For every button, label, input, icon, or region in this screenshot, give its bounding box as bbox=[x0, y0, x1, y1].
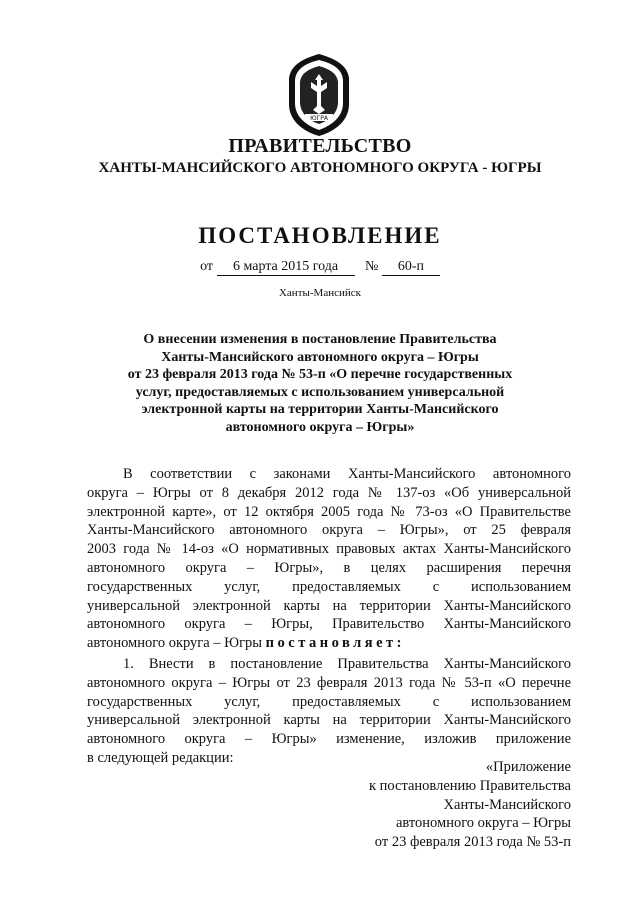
coat-of-arms-icon bbox=[283, 52, 355, 138]
date-prefix: от bbox=[200, 259, 214, 274]
paragraph-line: государственных услуг, предоставляемых с использованием bbox=[87, 693, 571, 710]
document-type: ПОСТАНОВЛЕНИЕ bbox=[198, 223, 442, 248]
number-prefix: № bbox=[365, 259, 379, 274]
title-line: автономного округа – Югры» bbox=[225, 419, 415, 435]
emblem-label: ЮГРА bbox=[310, 115, 328, 122]
clause-paragraph bbox=[87, 655, 571, 768]
title-line: услуг, предоставляемых с использованием универсальной bbox=[135, 384, 505, 400]
government-name: ПРАВИТЕЛЬСТВО bbox=[228, 135, 412, 157]
title-line: О внесении изменения в постановление Правительства bbox=[143, 332, 497, 347]
document-number: 60-п bbox=[382, 259, 440, 276]
paragraph-line: автономного округа – Югры, Правительство Ханты-Мансийского bbox=[87, 616, 571, 633]
region-name: ХАНТЫ-МАНСИЙСКОГО АВТОНОМНОГО ОКРУГА - ЮГРЫ bbox=[98, 160, 542, 176]
appendix-line: «Приложение bbox=[485, 759, 571, 775]
paragraph-line-text: автономного округа – Югры bbox=[87, 635, 263, 652]
paragraph-line: электронной карте», от 12 октября 2005 года № 73-оз «О Правительстве bbox=[87, 503, 571, 520]
appendix-header bbox=[369, 758, 571, 852]
title-line: Ханты-Мансийского автономного округа – Югры bbox=[161, 349, 479, 365]
paragraph-line: универсальной электронной карты на территории Ханты-Мансийского bbox=[87, 712, 571, 729]
paragraph-line: автономного округа – Югры» изменение, изложив приложение bbox=[87, 731, 571, 748]
appendix-line: к постановлению Правительства bbox=[369, 777, 571, 794]
title-line: от 23 февраля 2013 года № 53-п «О перечне государственных bbox=[127, 367, 513, 382]
appendix-line: автономного округа – Югры bbox=[395, 815, 571, 832]
paragraph-line: 1. Внести в постановление Правительства Ханты-Мансийского bbox=[123, 656, 571, 672]
paragraph-line: в следующей редакции: bbox=[87, 749, 234, 766]
preamble-paragraph bbox=[87, 465, 571, 653]
paragraph-line: универсальной электронной карты на территории Ханты-Мансийского bbox=[87, 597, 571, 614]
resolution-keyword: постановляет: bbox=[265, 635, 405, 652]
city: Ханты-Мансийск bbox=[278, 287, 361, 299]
paragraph-line: автономного округа – Югры от 23 февраля 2013 года № 53-п «О перечне bbox=[87, 674, 571, 691]
paragraph-line: округа – Югры от 8 декабря 2012 года № 137-оз «Об универсальной bbox=[87, 484, 571, 501]
paragraph-line: 2003 года № 14-оз «О нормативных правовых актах Ханты-Мансийского bbox=[87, 541, 571, 558]
title-line: электронной карты на территории Ханты-Мансийского bbox=[141, 402, 499, 417]
paragraph-line: государственных услуг, предоставляемых с использованием bbox=[87, 578, 571, 595]
appendix-line: от 23 февраля 2013 года № 53-п bbox=[374, 834, 571, 851]
date-number-line bbox=[0, 259, 640, 276]
paragraph-line bbox=[87, 634, 571, 653]
paragraph-line: В соответствии с законами Ханты-Мансийского автономного bbox=[123, 466, 571, 482]
appendix-line: Ханты-Мансийского bbox=[443, 796, 571, 813]
document-date: 6 марта 2015 года bbox=[217, 259, 355, 276]
document-title bbox=[70, 331, 570, 436]
paragraph-line: Ханты-Мансийского автономного округа – Югры», от 25 февраля bbox=[87, 522, 571, 539]
paragraph-line: автономного округа – Югры», в целях расширения перечня bbox=[87, 559, 571, 576]
